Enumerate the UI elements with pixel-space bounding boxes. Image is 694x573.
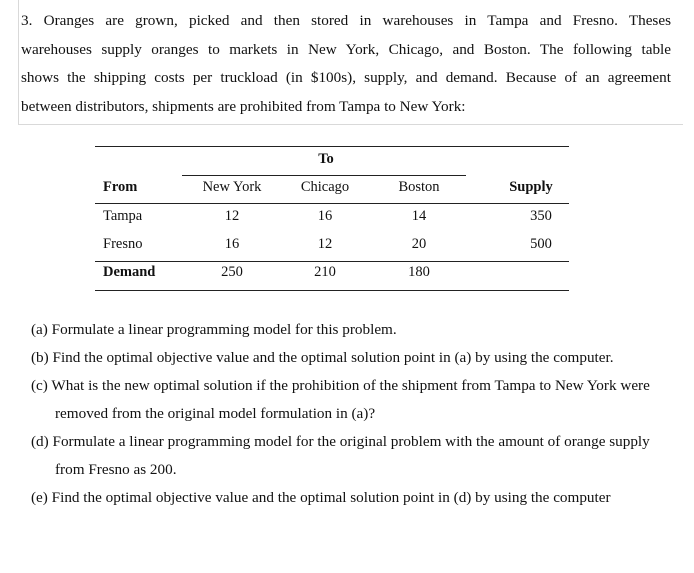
demand-cell: 250 [221, 264, 243, 280]
row-label-tampa: Tampa [103, 208, 143, 224]
problem-line: shows the shipping costs per truckload (in $100s), supply, and demand. Because of an agreement [21, 69, 671, 86]
question-label: (d) [31, 433, 49, 450]
cost-cell: 20 [411, 236, 427, 252]
cost-cell: 12 [317, 236, 333, 252]
question-text: Find the optimal objective value and the optimal solution point in (d) by using the computer [51, 489, 611, 506]
column-header-new-york: New York [202, 179, 262, 195]
problem-line: warehouses supply oranges to markets in New York, Chicago, and Boston. The following table [21, 40, 671, 58]
problem-line: between distributors, shipments are prohibited from Tampa to New York: [21, 97, 466, 115]
table-top-rule [95, 146, 569, 147]
header-bottom-rule [95, 203, 569, 204]
supply-header: Supply [509, 179, 553, 195]
question-item [31, 484, 671, 512]
cost-cell: 16 [224, 236, 240, 252]
question-text: Find the optimal objective value and the optimal solution point in (a) by using the computer. [52, 349, 614, 366]
question-text: Formulate a linear programming model for this problem. [51, 321, 397, 338]
table-bottom-rule [95, 290, 569, 291]
demand-cell: 210 [314, 264, 336, 280]
supply-cell: 350 [530, 208, 552, 224]
row-label-fresno: Fresno [103, 236, 143, 252]
cost-cell: 16 [317, 208, 333, 224]
question-text: What is the new optimal solution if the prohibition of the shipment from Tampa to New York were removed from the original model formulation in (a)? [51, 377, 650, 422]
question-label: (e) [31, 489, 48, 506]
question-label: (c) [31, 377, 48, 394]
question-list [31, 316, 671, 512]
question-item [31, 316, 671, 344]
to-header: To [318, 151, 334, 167]
shipping-cost-table [95, 146, 569, 291]
problem-statement [21, 7, 671, 121]
supply-cell: 500 [530, 236, 552, 252]
question-label: (a) [31, 321, 48, 338]
demand-top-rule [95, 261, 569, 262]
cost-cell: 12 [224, 208, 240, 224]
question-item [31, 428, 671, 484]
cost-cell: 14 [411, 208, 427, 224]
column-header-boston: Boston [398, 179, 440, 195]
question-item [31, 344, 671, 372]
question-item [31, 372, 671, 428]
to-span-rule [182, 175, 466, 176]
demand-cell: 180 [408, 264, 430, 280]
column-header-chicago: Chicago [300, 179, 350, 195]
from-header: From [103, 179, 138, 195]
problem-line: 3. Oranges are grown, picked and then stored in warehouses in Tampa and Fresno. Theses [21, 12, 671, 29]
question-text: Formulate a linear programming model for the original problem with the amount of orange supply from Fresno as 200. [52, 433, 650, 478]
question-label: (b) [31, 349, 49, 366]
demand-label: Demand [103, 264, 156, 280]
